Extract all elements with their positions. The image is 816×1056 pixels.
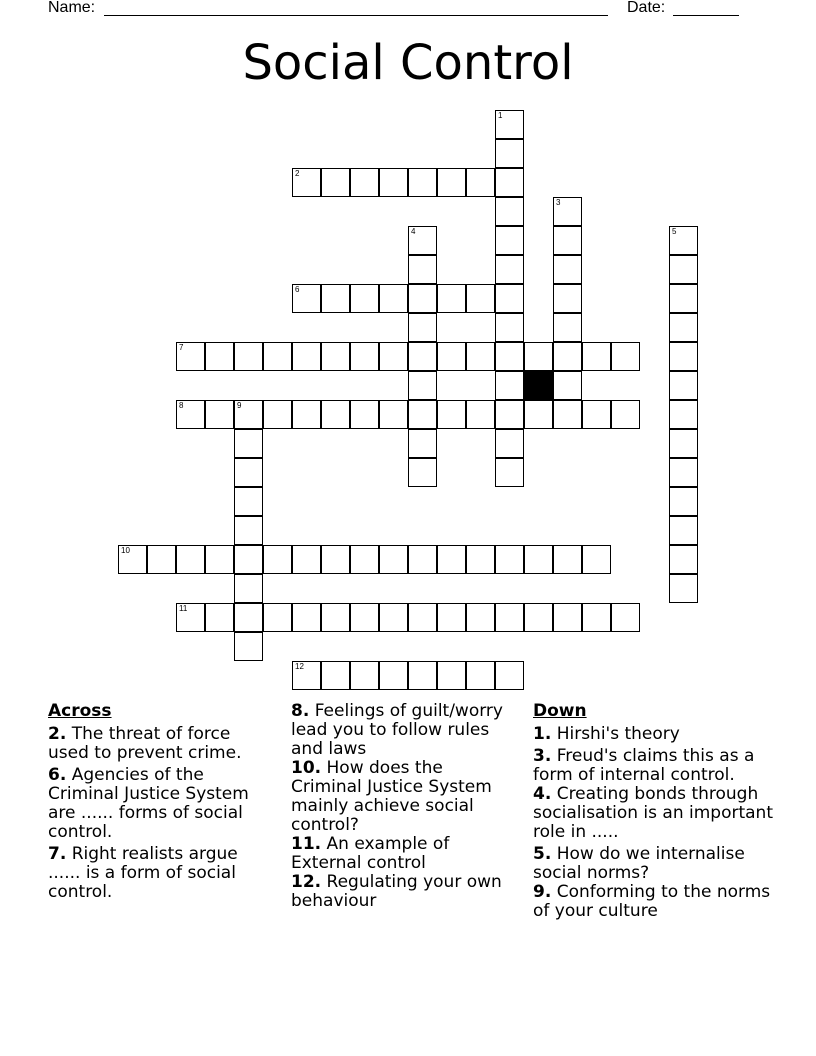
grid-cell[interactable]	[408, 168, 437, 197]
grid-cell[interactable]	[379, 168, 408, 197]
grid-cell[interactable]	[408, 545, 437, 574]
grid-cell[interactable]	[408, 255, 437, 284]
grid-cell[interactable]	[408, 661, 437, 690]
grid-cell[interactable]	[669, 516, 698, 545]
clue-down-1: 1. Hirshi's theory	[533, 724, 680, 744]
grid-cell[interactable]	[553, 197, 582, 226]
grid-cell[interactable]	[234, 574, 263, 603]
grid-cell[interactable]	[321, 603, 350, 632]
grid-cell[interactable]	[379, 603, 408, 632]
grid-cell[interactable]	[466, 545, 495, 574]
grid-cell[interactable]	[437, 545, 466, 574]
grid-cell[interactable]	[350, 168, 379, 197]
clue-number: 12	[295, 662, 304, 671]
grid-cell[interactable]	[321, 168, 350, 197]
grid-cell[interactable]	[553, 255, 582, 284]
across-clues-column-2	[291, 702, 516, 911]
grid-cell[interactable]	[553, 226, 582, 255]
grid-cell[interactable]	[669, 313, 698, 342]
grid-cell[interactable]	[669, 400, 698, 429]
across-clues-column	[48, 702, 273, 905]
grid-cell[interactable]	[408, 226, 437, 255]
grid-cell[interactable]	[495, 400, 524, 429]
grid-cell[interactable]	[350, 284, 379, 313]
grid-cell[interactable]	[234, 458, 263, 487]
clue-number: 4	[411, 227, 416, 236]
grid-cell[interactable]	[176, 342, 205, 371]
grid-cell[interactable]	[379, 661, 408, 690]
grid-cell[interactable]	[495, 545, 524, 574]
grid-cell[interactable]	[553, 545, 582, 574]
grid-cell[interactable]	[350, 603, 379, 632]
grid-cell[interactable]	[234, 516, 263, 545]
clue-number: 5	[672, 227, 677, 236]
grid-cell[interactable]	[263, 400, 292, 429]
grid-cell[interactable]	[669, 574, 698, 603]
grid-cell[interactable]	[553, 284, 582, 313]
grid-cell[interactable]	[582, 545, 611, 574]
grid-cell[interactable]	[118, 545, 147, 574]
grid-cell[interactable]	[611, 603, 640, 632]
grid-cell[interactable]	[495, 139, 524, 168]
grid-cell[interactable]	[495, 197, 524, 226]
across-heading: Across	[48, 701, 112, 721]
grid-cell[interactable]	[611, 400, 640, 429]
grid-cell[interactable]	[495, 168, 524, 197]
grid-cell[interactable]	[669, 226, 698, 255]
grid-cell[interactable]	[292, 400, 321, 429]
grid-cell[interactable]	[350, 342, 379, 371]
grid-cell[interactable]	[350, 661, 379, 690]
page-title: Social Control	[242, 35, 574, 91]
grid-cell[interactable]	[205, 545, 234, 574]
grid-cell[interactable]	[495, 313, 524, 342]
clue-across-2: 2. The threat of force used to prevent crime.	[48, 724, 242, 763]
grid-cell[interactable]	[466, 284, 495, 313]
grid-cell[interactable]	[408, 429, 437, 458]
grid-cell[interactable]	[495, 110, 524, 139]
grid-cell[interactable]	[495, 255, 524, 284]
grid-cell[interactable]	[466, 342, 495, 371]
clue-across-7: 7. Right realists argue ...... is a form of social control.	[48, 844, 238, 902]
grid-cell[interactable]	[234, 487, 263, 516]
grid-cell[interactable]	[176, 603, 205, 632]
grid-cell[interactable]	[205, 400, 234, 429]
grid-cell[interactable]	[466, 168, 495, 197]
grid-cell[interactable]	[205, 603, 234, 632]
clue-number: 3	[556, 198, 561, 207]
grid-cell[interactable]	[379, 284, 408, 313]
clue-down-3: 3. Freud's claims this as a form of internal control.	[533, 746, 755, 785]
grid-cell[interactable]	[524, 603, 553, 632]
clue-number: 1	[498, 111, 503, 120]
grid-cell[interactable]	[669, 371, 698, 400]
grid-cell[interactable]	[176, 545, 205, 574]
grid-cell[interactable]	[437, 603, 466, 632]
grid-cell[interactable]	[495, 226, 524, 255]
clue-across-10: 10. How does the Criminal Justice System mainly achieve social control?	[291, 758, 492, 835]
grid-cell[interactable]	[437, 661, 466, 690]
grid-cell[interactable]	[524, 400, 553, 429]
grid-cell[interactable]	[292, 284, 321, 313]
grid-cell[interactable]	[582, 342, 611, 371]
clue-number: 7	[179, 343, 184, 352]
grid-cell[interactable]	[669, 284, 698, 313]
grid-cell[interactable]	[553, 342, 582, 371]
clue-down-4: 4. Creating bonds through socialisation is an important role in .....	[533, 784, 774, 842]
grid-cell[interactable]	[292, 545, 321, 574]
grid-cell[interactable]	[466, 603, 495, 632]
grid-cell[interactable]	[495, 429, 524, 458]
grid-cell[interactable]	[379, 545, 408, 574]
grid-cell[interactable]	[234, 603, 263, 632]
clue-across-11: 11. An example of External control	[291, 834, 450, 873]
grid-cell[interactable]	[147, 545, 176, 574]
down-heading: Down	[533, 701, 587, 721]
clue-across-12: 12. Regulating your own behaviour	[291, 872, 502, 911]
grid-cell[interactable]	[263, 342, 292, 371]
grid-cell[interactable]	[234, 545, 263, 574]
grid-cell[interactable]	[582, 603, 611, 632]
clue-number: 9	[237, 401, 242, 410]
grid-cell[interactable]	[524, 342, 553, 371]
grid-cell[interactable]	[234, 632, 263, 661]
grid-cell[interactable]	[350, 545, 379, 574]
grid-cell[interactable]	[437, 342, 466, 371]
clue-number: 6	[295, 285, 300, 294]
grid-cell[interactable]	[582, 400, 611, 429]
grid-cell[interactable]	[234, 342, 263, 371]
black-cell	[524, 371, 553, 400]
grid-cell[interactable]	[408, 371, 437, 400]
down-clues-column	[533, 702, 773, 924]
grid-cell[interactable]	[495, 342, 524, 371]
grid-cell[interactable]	[321, 661, 350, 690]
grid-cell[interactable]	[321, 284, 350, 313]
grid-cell[interactable]	[176, 400, 205, 429]
grid-cell[interactable]	[466, 400, 495, 429]
grid-cell[interactable]	[524, 545, 553, 574]
grid-cell[interactable]	[669, 255, 698, 284]
grid-cell[interactable]	[553, 400, 582, 429]
grid-cell[interactable]	[495, 371, 524, 400]
name-label: Name:	[48, 0, 96, 16]
clue-across-6: 6. Agencies of the Criminal Justice System are ...... forms of social control.	[48, 765, 249, 842]
grid-cell[interactable]	[669, 487, 698, 516]
grid-cell[interactable]	[205, 342, 234, 371]
clue-number: 8	[179, 401, 184, 410]
grid-cell[interactable]	[669, 342, 698, 371]
grid-cell[interactable]	[350, 400, 379, 429]
grid-cell[interactable]	[437, 284, 466, 313]
grid-cell[interactable]	[263, 603, 292, 632]
grid-cell[interactable]	[495, 661, 524, 690]
grid-cell[interactable]	[292, 603, 321, 632]
grid-cell[interactable]	[495, 603, 524, 632]
grid-cell[interactable]	[553, 371, 582, 400]
grid-cell[interactable]	[669, 545, 698, 574]
grid-cell[interactable]	[321, 342, 350, 371]
grid-cell[interactable]	[321, 545, 350, 574]
grid-cell[interactable]	[379, 342, 408, 371]
grid-cell[interactable]	[408, 458, 437, 487]
grid-cell[interactable]	[466, 661, 495, 690]
grid-cell[interactable]	[408, 342, 437, 371]
grid-cell[interactable]	[495, 284, 524, 313]
grid-cell[interactable]	[408, 603, 437, 632]
grid-cell[interactable]	[553, 313, 582, 342]
grid-cell[interactable]	[321, 400, 350, 429]
grid-cell[interactable]	[437, 400, 466, 429]
grid-cell[interactable]	[379, 400, 408, 429]
clue-number: 2	[295, 169, 300, 178]
grid-cell[interactable]	[408, 313, 437, 342]
grid-cell[interactable]	[408, 284, 437, 313]
clue-across-8: 8. Feelings of guilt/worry lead you to follow rules and laws	[291, 701, 503, 759]
grid-cell[interactable]	[495, 458, 524, 487]
grid-cell[interactable]	[669, 458, 698, 487]
grid-cell[interactable]	[553, 603, 582, 632]
grid-cell[interactable]	[263, 545, 292, 574]
grid-cell[interactable]	[292, 661, 321, 690]
grid-cell[interactable]	[611, 342, 640, 371]
clue-down-9: 9. Conforming to the norms of your culture	[533, 882, 771, 921]
grid-cell[interactable]	[292, 168, 321, 197]
grid-cell[interactable]	[234, 400, 263, 429]
grid-cell[interactable]	[437, 168, 466, 197]
grid-cell[interactable]	[234, 429, 263, 458]
grid-cell[interactable]	[408, 400, 437, 429]
clue-number: 10	[121, 546, 130, 555]
grid-cell[interactable]	[669, 429, 698, 458]
clue-down-5: 5. How do we internalise social norms?	[533, 844, 745, 883]
clue-number: 11	[179, 604, 188, 613]
grid-cell[interactable]	[292, 342, 321, 371]
date-label: Date:	[627, 0, 666, 16]
